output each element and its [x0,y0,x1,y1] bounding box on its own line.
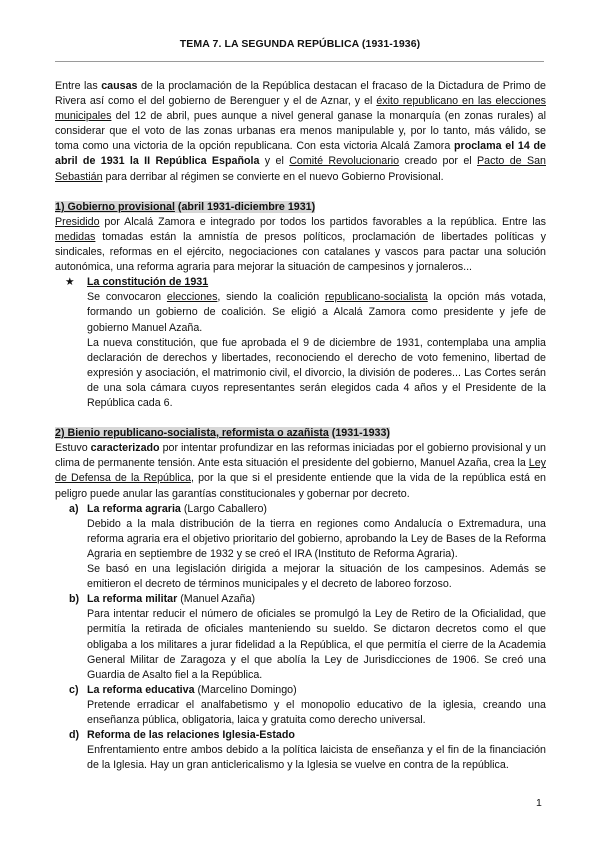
document-title: TEMA 7. LA SEGUNDA REPÚBLICA (1931-1936) [179,38,421,50]
reform-item [55,502,546,593]
section2-paragraph [55,441,546,501]
reform-item [55,728,546,773]
reform-item [55,683,546,728]
bold-term: causas [101,80,138,92]
underlined-term: Comité Revolucionario [289,155,400,168]
underlined-term: Presidido [55,215,100,228]
text-run: por Alcalá Zamora e integrado por todos los partidos favorables a la república. Entre las [99,215,546,228]
list-marker: d) [69,729,80,742]
list-item-constitucion [55,275,546,411]
text-run: Entre las [55,80,102,92]
underlined-term: elecciones [166,291,218,304]
reform-item-paragraph: Debido a la mala distribución de la tierra en regiones como Andalucía o Extremadura, una reforma agraria era el objetivo prioritario del gobierno, aprobando la Ley de Bases de la Reforma Agraria en septiembre de 1932 y se creó el IRA (Instituto de Reforma Agraria). [87,517,546,560]
text-run: por intentar profundizar en las reformas iniciadas por el gobierno provisional y un clima de permanente tensión. Ante esta situación el presidente del gobierno, Manuel Azaña, crea la [55,442,546,470]
document-body [55,79,546,773]
reform-item-author: (Manuel Azaña) [177,593,256,606]
list-marker: c) [69,683,79,696]
bold-term: caracterizado [90,442,160,455]
constitucion-label: La constitución de 1931 [87,276,209,289]
title-divider [55,61,544,62]
reform-item-label: La reforma agraria [87,502,181,515]
bold-term: proclama el 14 de abril de 1931 la II República Española [55,140,547,168]
reform-item-heading [55,683,546,698]
text-run: para derribar al régimen se convierte en el nuevo Gobierno Provisional. [102,170,444,183]
underlined-term: medidas [55,230,96,243]
text-run: , siendo la coalición [217,291,325,304]
reform-item-heading [55,728,546,743]
text-run: la opción más votada, formando un gobierno de coalición. Se eligió a Alcalá Zamora como presidente y jefe de gobierno Manuel Azaña. [87,291,546,334]
list-marker: b) [69,593,80,606]
list-marker: a) [69,502,79,515]
constitucion-paragraph-2: La nueva constitución, que fue aprobada el 9 de diciembre de 1931, contemplaba una amplia declaración de derechos y libertades, reconociendo el derecho de voto femenino, libertad de expresión y asociación, el matrimonio civil, el divorcio, la división de poderes... Las Cortes serán de una sola cámara cuyos representantes serán elegidos cada 4 años y el Presidente de la República cada 6. [87,336,546,409]
underlined-term: Ley de Defensa de la República [55,457,546,485]
intro-paragraph [55,79,546,185]
section-heading-bienio: 2) Bienio republicano-socialista, reformista o azañista (1931-1933) [55,427,390,440]
reform-item-heading [55,592,546,607]
section-heading-gobierno-provisional: 1) Gobierno provisional (abril 1931-diciembre 1931) [55,200,316,213]
reform-item-paragraph: Para intentar reducir el número de oficiales se promulgó la Ley de Retiro de la Oficialidad, que permitía la retirada de oficiales manteniendo su sueldo. Se dictaron decretos como el que obligaba a los militares a jurar fidelidad a la República, el que permitía el cierre de la Academia General Militar de Zaragoza y el que abolía la Ley de Jurisdicciones de 1906. Se creó una Guardia de Asalto fiel a la República. [87,608,546,681]
reform-item-paragraph: Enfrentamiento entre ambos debido a la política laicista de enseñanza y el fin de la financiación de la Iglesia. Hay un gran anticlericalismo y la Iglesia se vuelve en contra de la república. [87,744,546,772]
underlined-term: Pacto de San Sebastián [55,155,546,183]
reform-item-paragraph: Se basó en una legislación dirigida a mejorar la situación de los campesinos. Además se emitieron el decreto de términos municipales y el decreto de laboreo forzoso. [87,563,546,591]
reform-list [55,502,546,774]
reform-item-label: Reforma de las relaciones Iglesia-Estado [87,729,295,742]
star-bullet-icon: ★ [65,276,75,289]
reform-item [55,592,546,683]
text-run: Se convocaron [87,291,167,304]
text-run: creado por el [399,155,478,168]
reform-item-author: (Largo Caballero) [180,502,267,515]
reform-item-paragraph: Pretende erradicar el analfabetismo y el monopolio educativo de la iglesia, creando una enseñanza pública, obligatoria, laica y gratuita como derecho universal. [87,698,546,726]
constitucion-paragraph-1 [55,290,546,335]
text-run: , por la que si el presidente entiende que la vida de la república está en peligro puede anular las garantías constitucionales y gobernar por decreto. [55,472,546,500]
page-number: 1 [536,797,542,809]
reform-item-label: La reforma militar [87,593,178,606]
underlined-term: republicano-socialista [324,291,428,304]
reform-item-label: La reforma educativa [87,683,195,696]
text-run: y el [259,155,290,168]
section1-paragraph [55,215,546,275]
reform-item-heading [55,502,546,517]
underlined-term: éxito republicano en las elecciones municipales [55,95,546,123]
text-run: Estuvo [55,442,91,455]
text-run: del 12 de abril, pues aunque a nivel general ganase la monarquía (en zonas rurales) al considerar que el voto de las zonas urbanas era menos manipulable y, por lo tanto, más válido, se toma como una victoria de la opción republicana. Con esta victoria Alcalá Zamora [55,110,546,153]
reform-item-author: (Marcelino Domingo) [194,683,297,696]
text-run: de la proclamación de la República destacan el fracaso de la Dictadura de Primo de Rivera así como el del gobierno de Berenguer y el de Aznar, y el [55,80,546,108]
text-run: tomadas están la amnistía de presos políticos, proclamación de libertades políticas y sindicales, reformas en el ejército, negociaciones con catalanes y vascos para pactar una solución autonómica, una reforma agraria para mejorar la situación de campesinos y jornaleros... [55,230,546,274]
